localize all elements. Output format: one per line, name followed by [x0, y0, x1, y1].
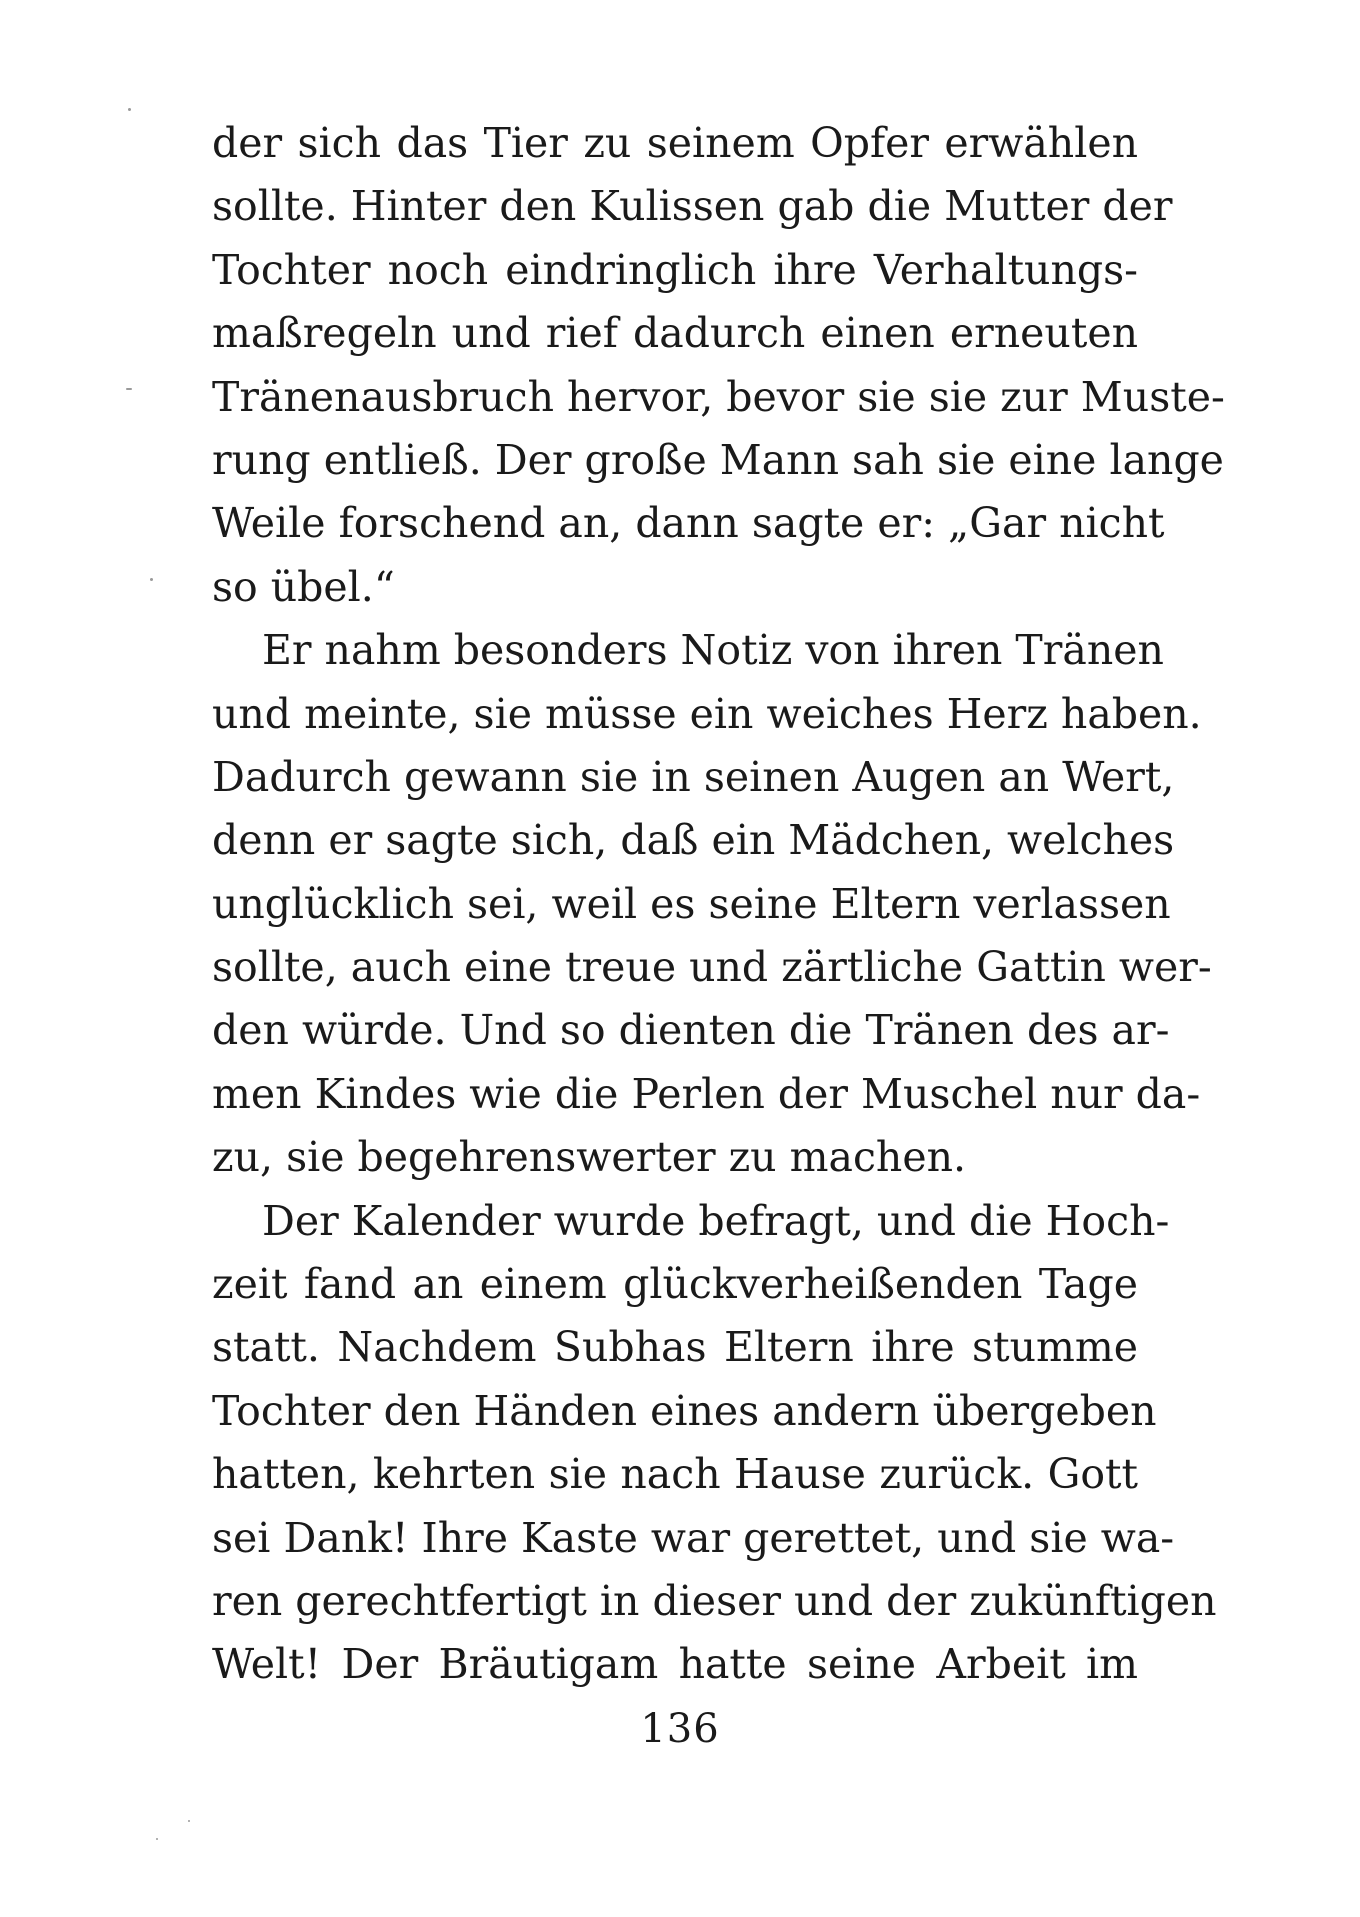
- paper-speck: [156, 1838, 158, 1840]
- paragraph-first-line: Der Kalender wurde befragt, und die Hoch-: [262, 1196, 1170, 1245]
- text-line: und meinte, sie müsse ein weiches Herz haben.: [212, 689, 1202, 738]
- text-line: men Kindes wie die Perlen der Muschel nur da-: [212, 1069, 1201, 1118]
- paragraph-first-line: Er nahm besonders Notiz von ihren Tränen: [262, 626, 1164, 675]
- text-line: Weile forschend an, dann sagte er: „Gar nicht: [212, 499, 1165, 548]
- text-line: Tochter den Händen eines andern übergeben: [212, 1386, 1157, 1435]
- text-line: hatten, kehrten sie nach Hause zurück. Gott: [212, 1450, 1138, 1499]
- paper-speck: [150, 578, 153, 581]
- text-line: zu, sie begehrenswerter zu machen.: [212, 1133, 967, 1182]
- text-line: Tochter noch eindringlich ihre Verhaltungs-: [212, 245, 1138, 294]
- text-line: so übel.“: [212, 562, 395, 611]
- text-line: sollte, auch eine treue und zärtliche Gattin wer-: [212, 943, 1212, 992]
- text-line: Welt! Der Bräutigam hatte seine Arbeit im: [212, 1640, 1138, 1689]
- text-line: sei Dank! Ihre Kaste war gerettet, und sie wa-: [212, 1513, 1175, 1562]
- text-line: Dadurch gewann sie in seinen Augen an Wert,: [212, 752, 1175, 801]
- body-text: [212, 112, 1225, 1697]
- paper-speck: [128, 108, 131, 111]
- text-line: rung entließ. Der große Mann sah sie eine lange: [212, 435, 1224, 484]
- text-line: denn er sagte sich, daß ein Mädchen, welches: [212, 816, 1175, 865]
- text-line: den würde. Und so dienten die Tränen des ar-: [212, 1006, 1170, 1055]
- text-line: maßregeln und rief dadurch einen erneuten: [212, 309, 1138, 358]
- text-line: der sich das Tier zu seinem Opfer erwählen: [212, 119, 1138, 167]
- text-line: unglücklich sei, weil es seine Eltern verlassen: [212, 879, 1171, 928]
- text-line: sollte. Hinter den Kulissen gab die Mutter der: [212, 182, 1173, 231]
- text-line: statt. Nachdem Subhas Eltern ihre stumme: [212, 1323, 1138, 1372]
- page-number: 136: [640, 1706, 720, 1752]
- text-line: ren gerechtfertigt in dieser und der zukünftigen: [212, 1576, 1217, 1625]
- paper-speck: [126, 388, 132, 390]
- text-line: Tränenausbruch hervor, bevor sie sie zur Muste-: [212, 372, 1225, 421]
- text-line: zeit fand an einem glückverheißenden Tage: [212, 1260, 1138, 1309]
- paper-speck: [188, 1820, 190, 1822]
